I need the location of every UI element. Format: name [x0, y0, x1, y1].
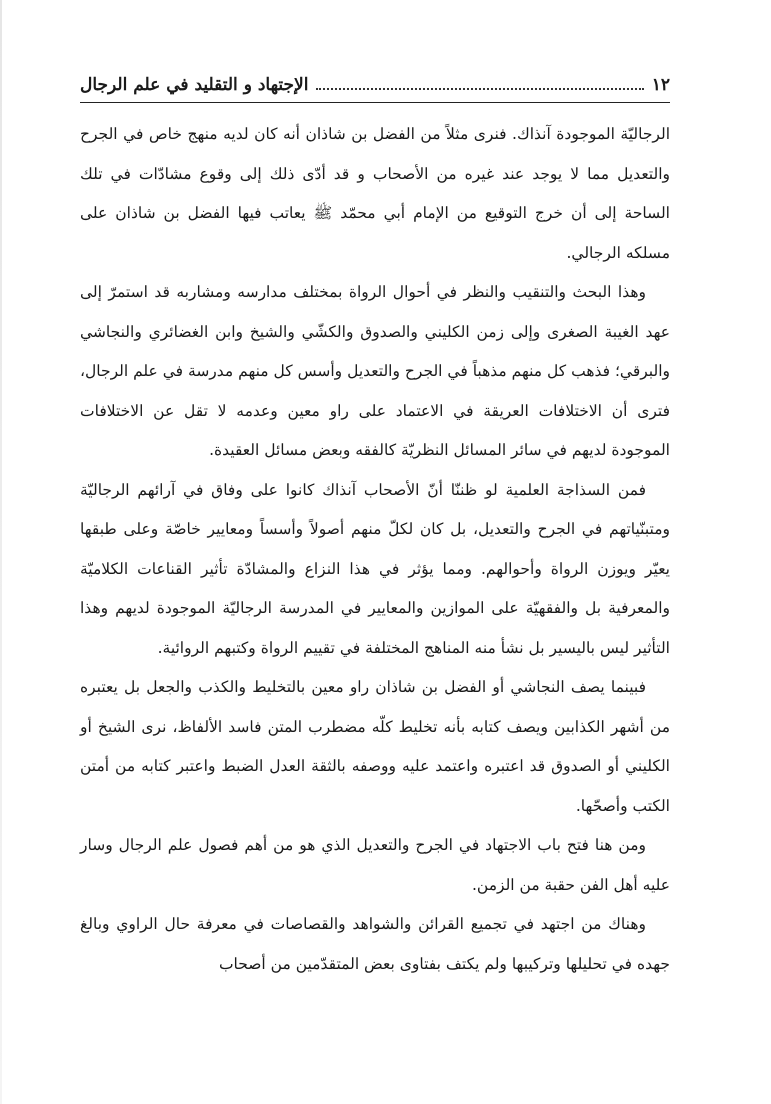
paragraph-5: ومن هنا فتح باب الاجتهاد في الجرح والتعديل الذي هو من أهم فصول علم الرجال وسار عليه أهل الفن حقبة من الزمن. [80, 836, 670, 894]
paragraph-4: فبينما يصف النجاشي أو الفضل بن شاذان راو معين بالتخليط والكذب والجعل بل يعتبره من أشهر الكذابين ويصف كتابه بأنه تخليط كلّه مضطرب المتن فاسد الألفاظ، نرى الشيخ أو الكليني أو الصدوق قد اعتبره واعتمد عليه ووصفه بالثقة العدل الضبط واعتبر كتابه من أمتن الكتب وأصحّها. [80, 678, 670, 815]
page-body [80, 115, 670, 984]
header-dot-leader [316, 74, 643, 90]
running-header [80, 72, 670, 98]
header-rule [80, 102, 670, 103]
book-page [80, 72, 670, 984]
page-number: ١٢ [651, 75, 670, 95]
scan-edge [0, 0, 2, 1104]
paragraph-3: فمن السذاجة العلمية لو ظننّا أنّ الأصحاب آنذاك كانوا على وفاق في آرائهم الرجاليّة ومتبنّياتهم في الجرح والتعديل، بل كان لكلّ منهم أصولاً وأسساً ومعايير خاصّة وعلى طبقها يعيّر ويوزن الرواة وأحوالهم. ومما يؤثر في هذا النزاع والمشادّة تأثير القناعات الكلاميّة والمعرفية بل والفقهيّة على الموازين والمعايير في المدرسة الرجاليّة الموجودة لديهم وهذا التأثير ليس باليسير بل نشأ منه المناهج المختلفة في تقييم الرواة وكتبهم الروائية. [80, 480, 670, 657]
paragraph-2: وهذا البحث والتنقيب والنظر في أحوال الرواة بمختلف مدارسه ومشاربه قد استمرّ إلى عهد الغيبة الصغرى وإلى زمن الكليني والصدوق والكشّي والشيخ وابن الغضائري والنجاشي والبرقي؛ فذهب كل منهم مذهباً في الجرح والتعديل وأسس كل منهم مدرسة في علم الرجال، فترى أن الاختلافات العريقة في الاعتماد على راو معين وعدمه لا تقل عن الاختلافات الموجودة لديهم في سائر المسائل النظريّة كالفقه وبعض مسائل العقيدة. [80, 283, 670, 459]
paragraph-1: الرجاليّة الموجودة آنذاك. فنرى مثلاً من الفضل بن شاذان أنه كان لديه منهج خاص في الجرح والتعديل مما لا يوجد عند غيره من الأصحاب و قد أدّى ذلك إلى وقوع مشادّات في تلك الساحة إلى أن خرج التوقيع من الإمام أبي محمّد ﷺ يعاتب فيها الفضل بن شاذان على مسلكه الرجالي. [80, 125, 670, 262]
paragraph-6: وهناك من اجتهد في تجميع القرائن والشواهد والقصاصات في معرفة حال الراوي وبالغ جهده في تحليلها وتركيبها ولم يكتف بفتاوى بعض المتقدّمين من أصحاب [80, 915, 670, 973]
running-title: الإجتهاد و التقليد في علم الرجال [80, 75, 309, 95]
